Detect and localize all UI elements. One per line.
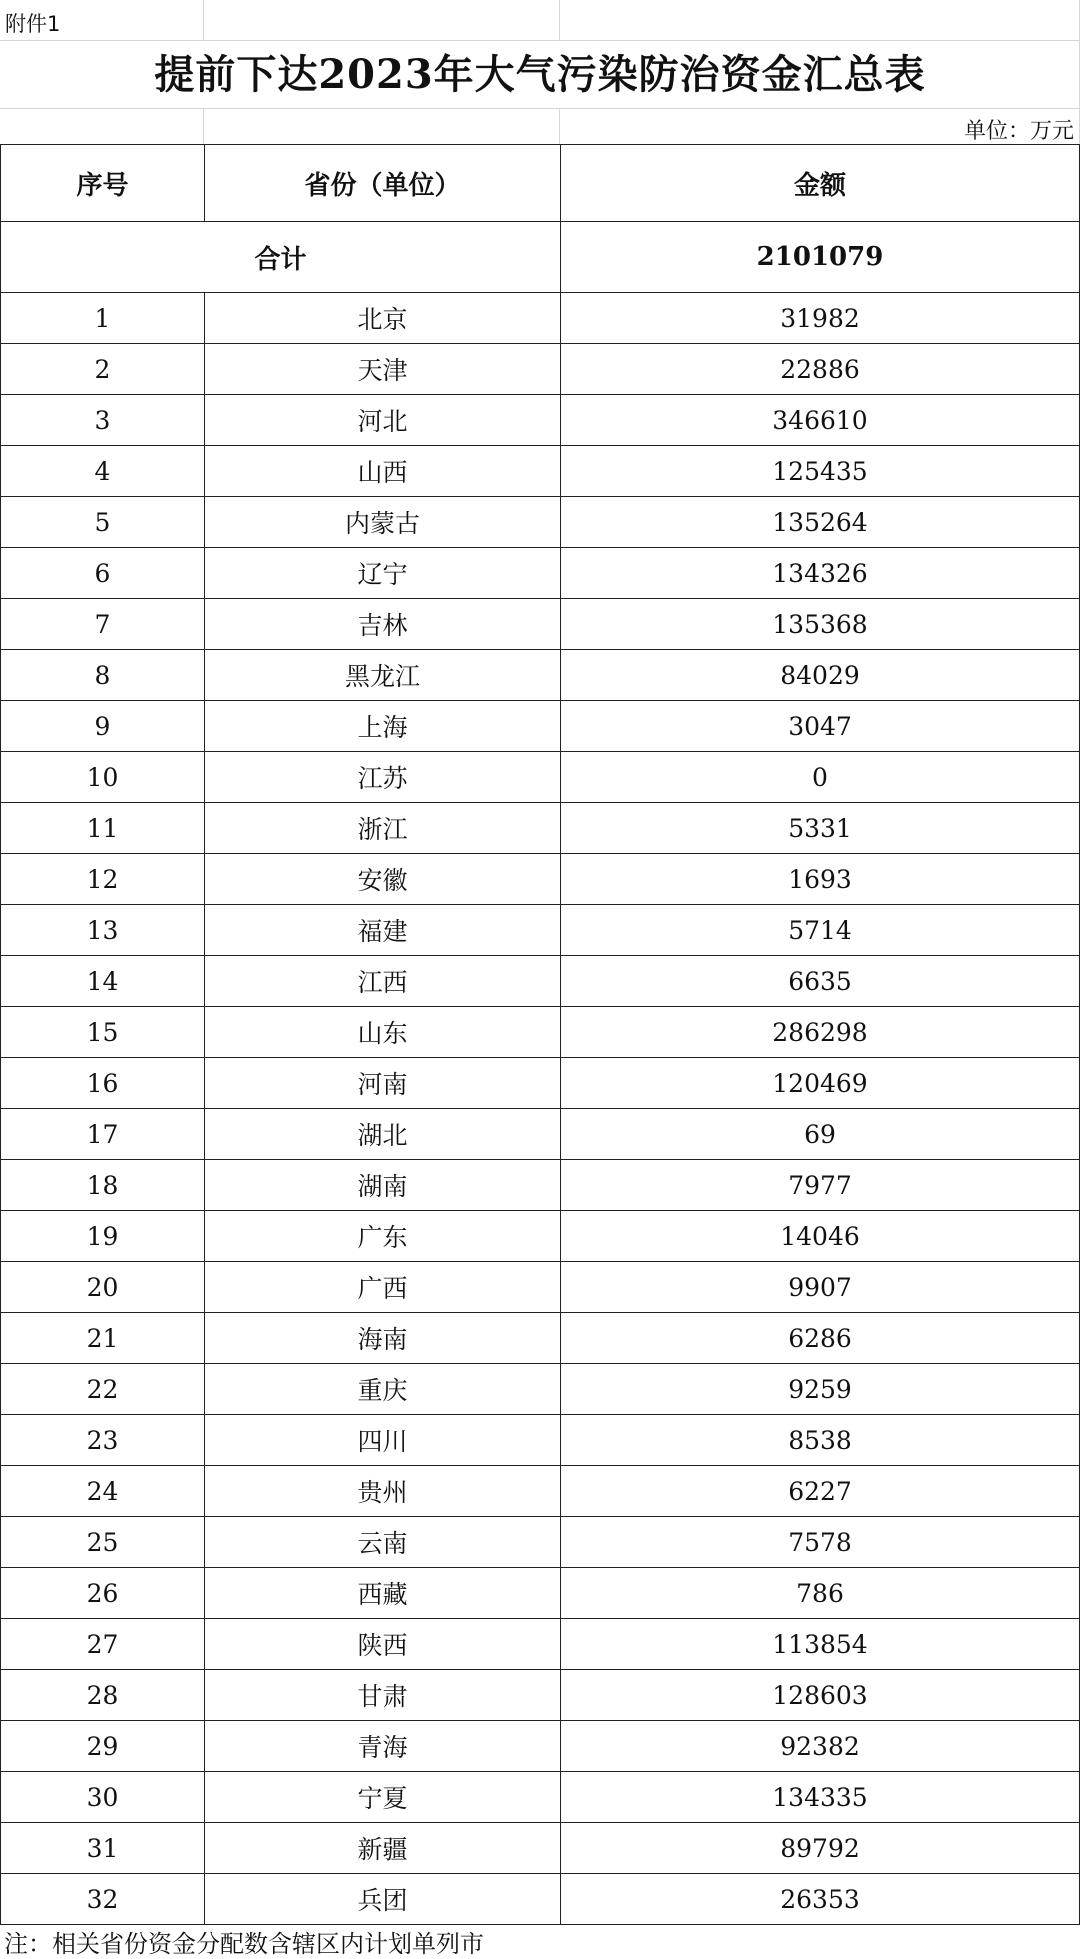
table-row bbox=[1, 293, 1080, 344]
table-row bbox=[1, 1823, 1080, 1874]
row-province: 新疆 bbox=[205, 1823, 561, 1874]
row-amount: 128603 bbox=[561, 1670, 1080, 1721]
row-province: 宁夏 bbox=[205, 1772, 561, 1823]
row-amount: 9259 bbox=[561, 1364, 1080, 1415]
row-amount: 7977 bbox=[561, 1160, 1080, 1211]
row-seq: 2 bbox=[1, 344, 205, 395]
row-amount: 6635 bbox=[561, 956, 1080, 1007]
row-seq: 11 bbox=[1, 803, 205, 854]
table-row bbox=[1, 1874, 1080, 1925]
row-seq: 3 bbox=[1, 395, 205, 446]
row-seq: 7 bbox=[1, 599, 205, 650]
funding-table bbox=[0, 144, 1080, 1925]
table-header-row bbox=[1, 145, 1080, 222]
table-row bbox=[1, 599, 1080, 650]
table-row bbox=[1, 701, 1080, 752]
row-province: 吉林 bbox=[205, 599, 561, 650]
row-amount: 89792 bbox=[561, 1823, 1080, 1874]
row-seq: 27 bbox=[1, 1619, 205, 1670]
table-row bbox=[1, 497, 1080, 548]
table-row bbox=[1, 1313, 1080, 1364]
row-province: 西藏 bbox=[205, 1568, 561, 1619]
row-amount: 26353 bbox=[561, 1874, 1080, 1925]
row-province: 上海 bbox=[205, 701, 561, 752]
row-seq: 16 bbox=[1, 1058, 205, 1109]
row-amount: 1693 bbox=[561, 854, 1080, 905]
row-province: 北京 bbox=[205, 293, 561, 344]
attachment-label: 附件1 bbox=[5, 12, 61, 36]
row-seq: 5 bbox=[1, 497, 205, 548]
table-row bbox=[1, 854, 1080, 905]
row-amount: 113854 bbox=[561, 1619, 1080, 1670]
row-amount: 125435 bbox=[561, 446, 1080, 497]
gridline bbox=[0, 40, 1080, 41]
row-amount: 5331 bbox=[561, 803, 1080, 854]
row-seq: 17 bbox=[1, 1109, 205, 1160]
row-seq: 22 bbox=[1, 1364, 205, 1415]
gridline bbox=[203, 108, 204, 144]
row-amount: 786 bbox=[561, 1568, 1080, 1619]
row-province: 河北 bbox=[205, 395, 561, 446]
row-seq: 28 bbox=[1, 1670, 205, 1721]
row-seq: 25 bbox=[1, 1517, 205, 1568]
row-seq: 18 bbox=[1, 1160, 205, 1211]
row-seq: 21 bbox=[1, 1313, 205, 1364]
table-row bbox=[1, 1619, 1080, 1670]
table-row bbox=[1, 1415, 1080, 1466]
row-province: 重庆 bbox=[205, 1364, 561, 1415]
row-province: 山东 bbox=[205, 1007, 561, 1058]
table-row bbox=[1, 1058, 1080, 1109]
row-seq: 6 bbox=[1, 548, 205, 599]
row-seq: 20 bbox=[1, 1262, 205, 1313]
row-seq: 24 bbox=[1, 1466, 205, 1517]
row-seq: 32 bbox=[1, 1874, 205, 1925]
row-amount: 3047 bbox=[561, 701, 1080, 752]
row-amount: 84029 bbox=[561, 650, 1080, 701]
page-title: 提前下达2023年大气污染防治资金汇总表 bbox=[154, 51, 926, 98]
row-province: 甘肃 bbox=[205, 1670, 561, 1721]
row-province: 河南 bbox=[205, 1058, 561, 1109]
table-row bbox=[1, 956, 1080, 1007]
row-seq: 29 bbox=[1, 1721, 205, 1772]
row-province: 湖北 bbox=[205, 1109, 561, 1160]
table-row bbox=[1, 1568, 1080, 1619]
row-amount: 134335 bbox=[561, 1772, 1080, 1823]
row-seq: 19 bbox=[1, 1211, 205, 1262]
table-row bbox=[1, 395, 1080, 446]
row-province: 海南 bbox=[205, 1313, 561, 1364]
row-seq: 8 bbox=[1, 650, 205, 701]
row-province: 黑龙江 bbox=[205, 650, 561, 701]
row-amount: 0 bbox=[561, 752, 1080, 803]
footnote: 注：相关省份资金分配数含辖区内计划单列市 bbox=[4, 1930, 484, 1958]
row-province: 辽宁 bbox=[205, 548, 561, 599]
row-amount: 92382 bbox=[561, 1721, 1080, 1772]
table-row bbox=[1, 752, 1080, 803]
gridline bbox=[0, 108, 1080, 109]
row-seq: 4 bbox=[1, 446, 205, 497]
row-amount: 9907 bbox=[561, 1262, 1080, 1313]
row-amount: 6227 bbox=[561, 1466, 1080, 1517]
row-province: 青海 bbox=[205, 1721, 561, 1772]
header-seq: 序号 bbox=[1, 145, 205, 222]
gridline bbox=[203, 0, 204, 40]
row-amount: 346610 bbox=[561, 395, 1080, 446]
table-row bbox=[1, 1160, 1080, 1211]
row-seq: 12 bbox=[1, 854, 205, 905]
row-amount: 8538 bbox=[561, 1415, 1080, 1466]
row-amount: 5714 bbox=[561, 905, 1080, 956]
row-province: 陕西 bbox=[205, 1619, 561, 1670]
table-row bbox=[1, 548, 1080, 599]
row-seq: 1 bbox=[1, 293, 205, 344]
table-row bbox=[1, 650, 1080, 701]
row-seq: 23 bbox=[1, 1415, 205, 1466]
row-province: 湖南 bbox=[205, 1160, 561, 1211]
row-amount: 286298 bbox=[561, 1007, 1080, 1058]
row-amount: 134326 bbox=[561, 548, 1080, 599]
row-province: 云南 bbox=[205, 1517, 561, 1568]
row-seq: 26 bbox=[1, 1568, 205, 1619]
row-province: 内蒙古 bbox=[205, 497, 561, 548]
row-province: 贵州 bbox=[205, 1466, 561, 1517]
table-row bbox=[1, 905, 1080, 956]
table-row bbox=[1, 803, 1080, 854]
row-province: 浙江 bbox=[205, 803, 561, 854]
header-amount: 金额 bbox=[561, 145, 1080, 222]
total-label: 合计 bbox=[1, 222, 561, 293]
row-seq: 15 bbox=[1, 1007, 205, 1058]
row-seq: 30 bbox=[1, 1772, 205, 1823]
row-seq: 14 bbox=[1, 956, 205, 1007]
total-amount: 2101079 bbox=[561, 222, 1080, 293]
row-seq: 9 bbox=[1, 701, 205, 752]
row-province: 江西 bbox=[205, 956, 561, 1007]
table-row bbox=[1, 446, 1080, 497]
gridline bbox=[559, 108, 560, 144]
table-row bbox=[1, 1007, 1080, 1058]
row-amount: 135368 bbox=[561, 599, 1080, 650]
row-province: 山西 bbox=[205, 446, 561, 497]
row-province: 四川 bbox=[205, 1415, 561, 1466]
table-row bbox=[1, 1517, 1080, 1568]
row-amount: 135264 bbox=[561, 497, 1080, 548]
row-province: 福建 bbox=[205, 905, 561, 956]
row-seq: 13 bbox=[1, 905, 205, 956]
row-amount: 120469 bbox=[561, 1058, 1080, 1109]
table-row bbox=[1, 1721, 1080, 1772]
table-row bbox=[1, 1262, 1080, 1313]
row-amount: 7578 bbox=[561, 1517, 1080, 1568]
row-amount: 31982 bbox=[561, 293, 1080, 344]
row-province: 广西 bbox=[205, 1262, 561, 1313]
row-amount: 14046 bbox=[561, 1211, 1080, 1262]
table-row bbox=[1, 1364, 1080, 1415]
row-seq: 10 bbox=[1, 752, 205, 803]
table-row bbox=[1, 344, 1080, 395]
table-row bbox=[1, 1466, 1080, 1517]
row-province: 广东 bbox=[205, 1211, 561, 1262]
row-seq: 31 bbox=[1, 1823, 205, 1874]
row-amount: 22886 bbox=[561, 344, 1080, 395]
table-row bbox=[1, 1211, 1080, 1262]
row-province: 安徽 bbox=[205, 854, 561, 905]
header-province: 省份（单位） bbox=[205, 145, 561, 222]
table-row bbox=[1, 1109, 1080, 1160]
table-row bbox=[1, 1772, 1080, 1823]
table-row bbox=[1, 1670, 1080, 1721]
unit-label: 单位：万元 bbox=[963, 119, 1074, 144]
row-amount: 6286 bbox=[561, 1313, 1080, 1364]
row-province: 兵团 bbox=[205, 1874, 561, 1925]
row-province: 天津 bbox=[205, 344, 561, 395]
gridline bbox=[559, 0, 560, 40]
row-amount: 69 bbox=[561, 1109, 1080, 1160]
row-province: 江苏 bbox=[205, 752, 561, 803]
total-row bbox=[1, 222, 1080, 293]
